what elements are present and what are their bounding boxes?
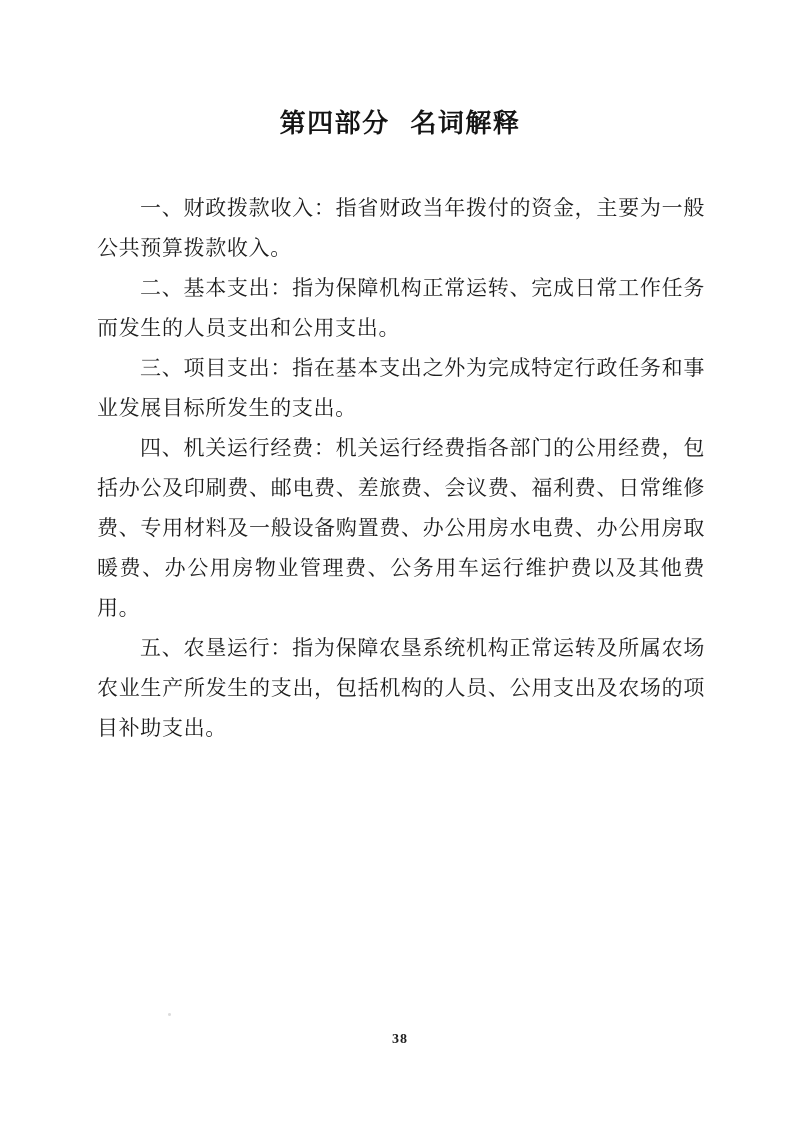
- definition-paragraph-project-expenditure: 三、项目支出：指在基本支出之外为完成特定行政任务和事业发展目标所发生的支出。: [97, 356, 705, 420]
- definition-paragraph-agricultural-reclamation-operation: 五、农垦运行：指为保障农垦系统机构正常运转及所属农场农业生产所发生的支出，包括机构的人员、公用支出及农场的项目补助支出。: [97, 636, 705, 740]
- definition-paragraph-fiscal-allocation-income: 一、财政拨款收入：指省财政当年拨付的资金，主要为一般公共预算拨款收入。: [97, 196, 705, 260]
- scan-artifact-dot: [168, 1013, 171, 1016]
- page-number: 38: [392, 1032, 408, 1047]
- section-title: 第四部分 名词解释: [279, 108, 521, 138]
- document-body: [97, 188, 705, 748]
- definition-paragraph-agency-operating-funds: 四、机关运行经费：机关运行经费指各部门的公用经费，包括办公及印刷费、邮电费、差旅费、会议费、福利费、日常维修费、专用材料及一般设备购置费、办公用房水电费、办公用房取暖费、办公用房物业管理费、公务用车运行维护费以及其他费用。: [97, 436, 705, 620]
- definition-paragraph-basic-expenditure: 二、基本支出：指为保障机构正常运转、完成日常工作任务而发生的人员支出和公用支出。: [97, 276, 705, 340]
